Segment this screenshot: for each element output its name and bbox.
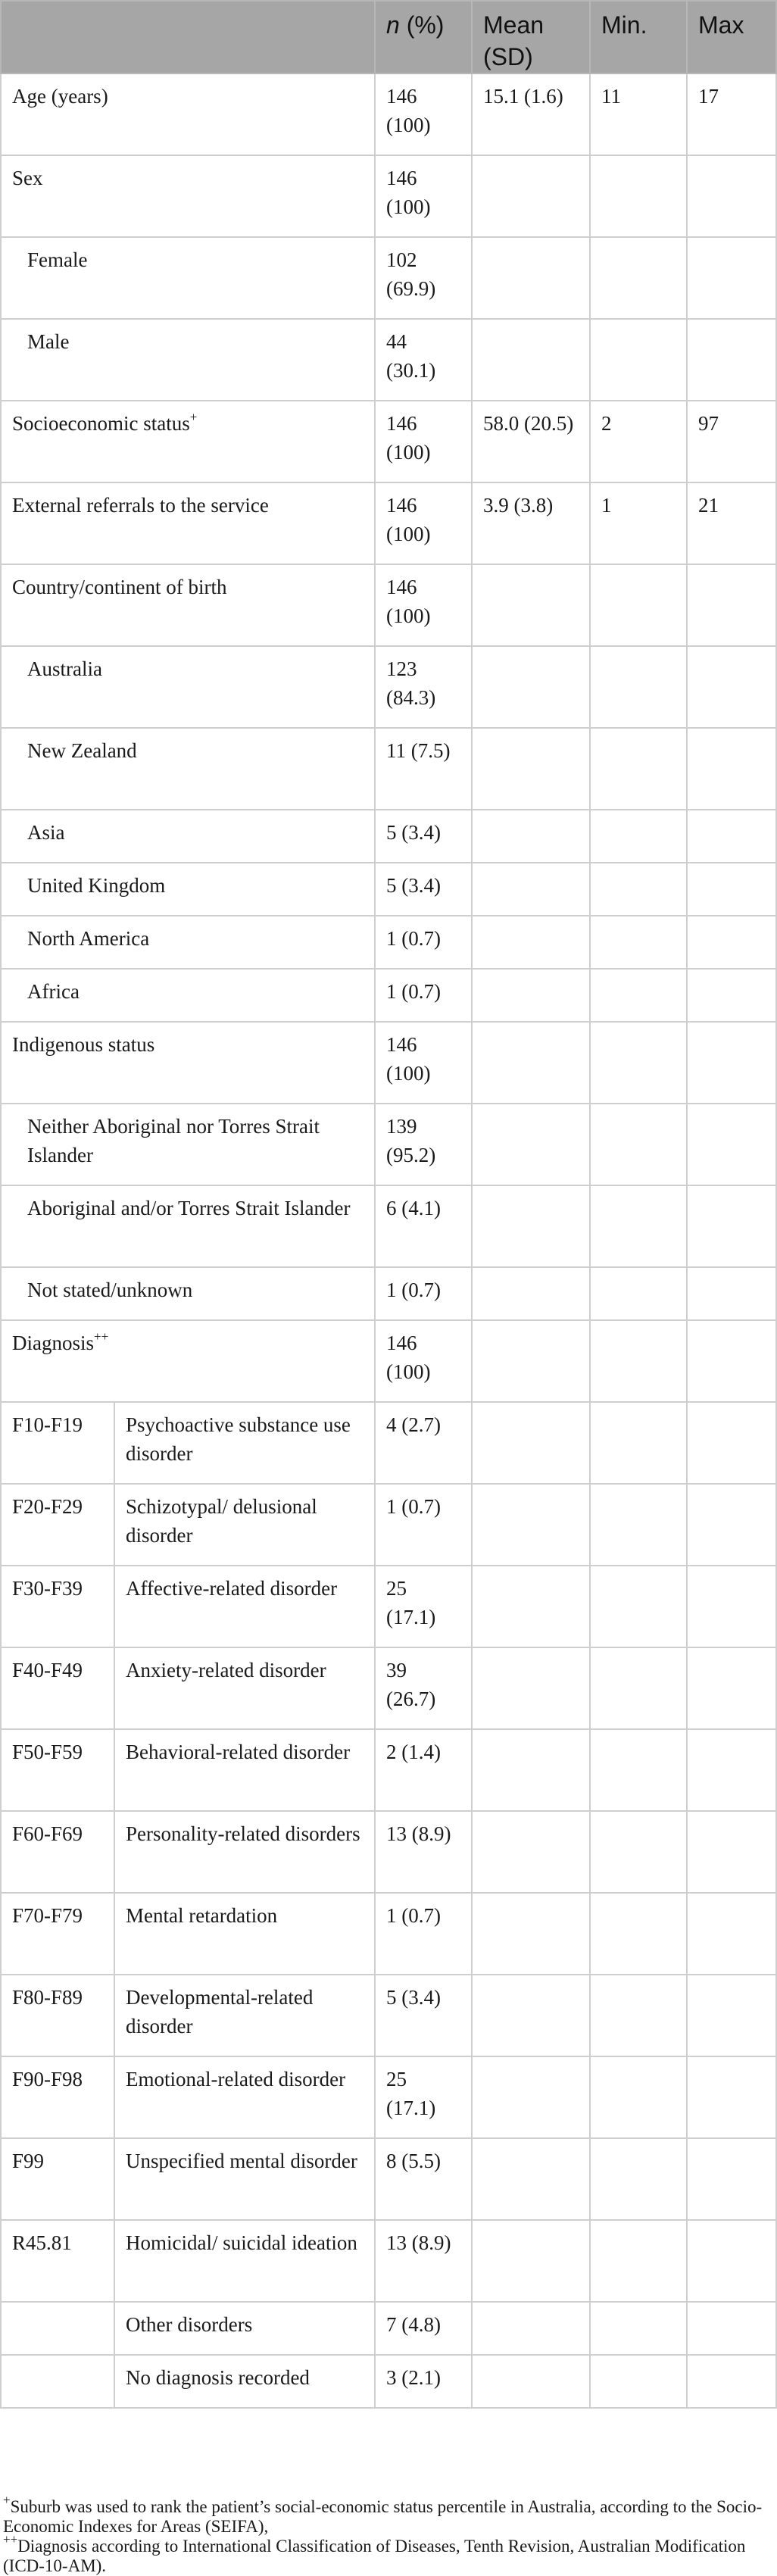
- row-label: [1, 73, 375, 155]
- table-row: [1, 646, 776, 728]
- cell-max: [687, 1022, 776, 1104]
- diagnosis-code: F40-F49: [1, 1647, 114, 1729]
- row-label-text: Africa: [27, 980, 80, 1003]
- cell-max: [687, 1104, 776, 1185]
- footnote-1: [0, 2493, 777, 2537]
- cell-min: [590, 2138, 687, 2220]
- cell-mean-sd: [472, 1647, 590, 1729]
- cell-n-percent: 3 (2.1): [375, 2355, 472, 2408]
- table-row: [1, 1402, 776, 1484]
- footnote-1-text: Suburb was used to rank the patient’s social-economic status percentile in Australia, according to the Socio-Economic Indexes for Areas (SEIFA),: [3, 2497, 763, 2536]
- table-row: [1, 482, 776, 564]
- cell-n-percent: 1 (0.7): [375, 1893, 472, 1975]
- footnote-marker: ++: [94, 1329, 109, 1344]
- cell-mean-sd: [472, 1729, 590, 1811]
- cell-n-percent: 4 (2.7): [375, 1402, 472, 1484]
- row-label-text: Indigenous status: [12, 1033, 155, 1056]
- cell-mean-sd: [472, 1402, 590, 1484]
- row-label: [1, 155, 375, 237]
- table-row: [1, 1647, 776, 1729]
- cell-max: 17: [687, 73, 776, 155]
- cell-mean-sd: [472, 1811, 590, 1893]
- cell-n-percent: 139 (95.2): [375, 1104, 472, 1185]
- cell-n-percent: 25 (17.1): [375, 1566, 472, 1647]
- cell-mean-sd: [472, 1975, 590, 2056]
- diagnosis-code: F50-F59: [1, 1729, 114, 1811]
- diagnosis-label: Developmental-related disorder: [114, 1975, 375, 2056]
- table-row: [1, 564, 776, 646]
- cell-mean-sd: 58.0 (20.5): [472, 401, 590, 482]
- cell-mean-sd: [472, 646, 590, 728]
- row-label-text: Age (years): [12, 85, 108, 108]
- cell-min: 1: [590, 482, 687, 564]
- cell-max: [687, 1267, 776, 1320]
- cell-n-percent: 102 (69.9): [375, 237, 472, 319]
- cell-max: [687, 863, 776, 916]
- row-label: [1, 646, 375, 728]
- cell-n-percent: 5 (3.4): [375, 1975, 472, 2056]
- cell-n-percent: 5 (3.4): [375, 863, 472, 916]
- cell-n-percent: 13 (8.9): [375, 2220, 472, 2302]
- diagnosis-code: F20-F29: [1, 1484, 114, 1566]
- table-row: [1, 1893, 776, 1975]
- footnotes: [0, 2493, 777, 2576]
- cell-mean-sd: [472, 2302, 590, 2355]
- cell-max: [687, 1893, 776, 1975]
- cell-min: [590, 237, 687, 319]
- diagnosis-label: Anxiety-related disorder: [114, 1647, 375, 1729]
- cell-n-percent: 146 (100): [375, 1022, 472, 1104]
- cell-min: [590, 1975, 687, 2056]
- cell-mean-sd: [472, 1566, 590, 1647]
- cell-min: [590, 2056, 687, 2138]
- cell-min: [590, 863, 687, 916]
- cell-n-percent: 1 (0.7): [375, 916, 472, 969]
- table-row: [1, 155, 776, 237]
- diagnosis-label: Unspecified mental disorder: [114, 2138, 375, 2220]
- table-row: [1, 1975, 776, 2056]
- table-row: [1, 916, 776, 969]
- table-row: [1, 1022, 776, 1104]
- row-label: [1, 863, 375, 916]
- table-row: [1, 863, 776, 916]
- cell-mean-sd: [472, 1185, 590, 1267]
- cell-min: [590, 1647, 687, 1729]
- cell-n-percent: 6 (4.1): [375, 1185, 472, 1267]
- cell-min: [590, 1566, 687, 1647]
- row-label: [1, 237, 375, 319]
- cell-min: [590, 916, 687, 969]
- cell-min: [590, 1104, 687, 1185]
- diagnosis-code: F70-F79: [1, 1893, 114, 1975]
- table-row: [1, 237, 776, 319]
- cell-min: 11: [590, 73, 687, 155]
- cell-max: [687, 969, 776, 1022]
- diagnosis-code: R45.81: [1, 2220, 114, 2302]
- cell-n-percent: 13 (8.9): [375, 1811, 472, 1893]
- cell-mean-sd: [472, 1022, 590, 1104]
- cell-n-percent: 146 (100): [375, 401, 472, 482]
- row-label-text: Aboriginal and/or Torres Strait Islander: [27, 1197, 351, 1219]
- row-label: [1, 564, 375, 646]
- cell-mean-sd: [472, 2056, 590, 2138]
- cell-min: [590, 969, 687, 1022]
- row-label-text: Not stated/unknown: [27, 1279, 193, 1301]
- cell-mean-sd: [472, 916, 590, 969]
- row-label-text: Socioeconomic status: [12, 412, 190, 435]
- row-label: [1, 1185, 375, 1267]
- cell-n-percent: 11 (7.5): [375, 728, 472, 810]
- cell-min: [590, 1185, 687, 1267]
- cell-n-percent: 1 (0.7): [375, 1267, 472, 1320]
- row-label: [1, 916, 375, 969]
- cell-n-percent: 8 (5.5): [375, 2138, 472, 2220]
- cell-mean-sd: [472, 1104, 590, 1185]
- header-n-rest: (%): [399, 11, 445, 39]
- header-max: Max: [687, 1, 776, 73]
- cell-min: [590, 1022, 687, 1104]
- table-row: [1, 1729, 776, 1811]
- table-row: [1, 2355, 776, 2408]
- table-row: [1, 2302, 776, 2355]
- cell-max: 97: [687, 401, 776, 482]
- cell-n-percent: 39 (26.7): [375, 1647, 472, 1729]
- cell-n-percent: 7 (4.8): [375, 2302, 472, 2355]
- row-label: [1, 482, 375, 564]
- cell-max: [687, 319, 776, 401]
- cell-max: [687, 646, 776, 728]
- cell-mean-sd: [472, 319, 590, 401]
- row-label-text: United Kingdom: [27, 874, 166, 897]
- cell-max: [687, 1320, 776, 1402]
- table-row: [1, 810, 776, 863]
- footnote-2-marker: ++: [3, 2532, 18, 2547]
- cell-min: [590, 646, 687, 728]
- diagnosis-label: Other disorders: [114, 2302, 375, 2355]
- header-blank: [1, 1, 375, 73]
- cell-n-percent: 146 (100): [375, 73, 472, 155]
- row-label: [1, 401, 375, 482]
- cell-max: [687, 564, 776, 646]
- cell-mean-sd: [472, 728, 590, 810]
- row-label-text: Sex: [12, 167, 43, 189]
- row-label: [1, 810, 375, 863]
- cell-min: [590, 1893, 687, 1975]
- row-label-text: Female: [27, 248, 88, 271]
- cell-max: [687, 2138, 776, 2220]
- diagnosis-label: Homicidal/ suicidal ideation: [114, 2220, 375, 2302]
- cell-max: [687, 1484, 776, 1566]
- table-header-row: [1, 1, 776, 73]
- row-label-text: Diagnosis: [12, 1332, 94, 1354]
- table-row: [1, 1104, 776, 1185]
- cell-min: [590, 1484, 687, 1566]
- cell-n-percent: 146 (100): [375, 564, 472, 646]
- table-row: [1, 728, 776, 810]
- cell-max: [687, 2355, 776, 2408]
- table-row: [1, 1185, 776, 1267]
- cell-max: [687, 1647, 776, 1729]
- diagnosis-code: [1, 2355, 114, 2408]
- table-row: [1, 1811, 776, 1893]
- cell-max: [687, 1185, 776, 1267]
- diagnosis-code: F60-F69: [1, 1811, 114, 1893]
- cell-n-percent: 25 (17.1): [375, 2056, 472, 2138]
- table-row: [1, 1566, 776, 1647]
- cell-n-percent: 5 (3.4): [375, 810, 472, 863]
- cell-max: [687, 2220, 776, 2302]
- footnote-2-text: Diagnosis according to International Classification of Diseases, Tenth Revision, Australian Modification (ICD-10-AM).: [3, 2537, 746, 2575]
- table-row: [1, 1267, 776, 1320]
- cell-min: [590, 1267, 687, 1320]
- cell-max: [687, 1402, 776, 1484]
- cell-min: [590, 1729, 687, 1811]
- cell-min: [590, 1811, 687, 1893]
- row-label-text: External referrals to the service: [12, 494, 269, 517]
- cell-n-percent: 1 (0.7): [375, 1484, 472, 1566]
- row-label: [1, 969, 375, 1022]
- cell-max: [687, 155, 776, 237]
- diagnosis-label: Psychoactive substance use disorder: [114, 1402, 375, 1484]
- diagnosis-code: F90-F98: [1, 2056, 114, 2138]
- table-row: [1, 2056, 776, 2138]
- header-n-italic: n: [386, 11, 400, 39]
- diagnosis-label: Schizotypal/ delusional disorder: [114, 1484, 375, 1566]
- row-label: [1, 1104, 375, 1185]
- footnote-marker: +: [189, 410, 198, 424]
- header-min: Min.: [590, 1, 687, 73]
- cell-min: [590, 319, 687, 401]
- cell-mean-sd: [472, 564, 590, 646]
- cell-mean-sd: [472, 2220, 590, 2302]
- cell-min: [590, 810, 687, 863]
- header-mean-sd: Mean (SD): [472, 1, 590, 73]
- row-label: [1, 319, 375, 401]
- footnote-2: [0, 2532, 777, 2576]
- row-label-text: Asia: [27, 821, 65, 844]
- cell-mean-sd: [472, 969, 590, 1022]
- cell-min: [590, 2302, 687, 2355]
- cell-mean-sd: 3.9 (3.8): [472, 482, 590, 564]
- cell-n-percent: 2 (1.4): [375, 1729, 472, 1811]
- diagnosis-label: Emotional-related disorder: [114, 2056, 375, 2138]
- cell-mean-sd: 15.1 (1.6): [472, 73, 590, 155]
- row-label: [1, 1267, 375, 1320]
- cell-max: [687, 1729, 776, 1811]
- cell-n-percent: 146 (100): [375, 482, 472, 564]
- cell-max: [687, 2302, 776, 2355]
- cell-min: [590, 564, 687, 646]
- cell-max: [687, 728, 776, 810]
- cell-mean-sd: [472, 2138, 590, 2220]
- cell-min: [590, 2355, 687, 2408]
- cell-min: [590, 1402, 687, 1484]
- cell-mean-sd: [472, 1267, 590, 1320]
- cell-min: [590, 2220, 687, 2302]
- diagnosis-code: F80-F89: [1, 1975, 114, 2056]
- diagnosis-code: F30-F39: [1, 1566, 114, 1647]
- cell-mean-sd: [472, 810, 590, 863]
- cell-min: [590, 728, 687, 810]
- cell-max: 21: [687, 482, 776, 564]
- row-label-text: Male: [27, 330, 70, 353]
- cell-mean-sd: [472, 1484, 590, 1566]
- table-row: [1, 2220, 776, 2302]
- cell-min: [590, 1320, 687, 1402]
- cell-max: [687, 237, 776, 319]
- header-n-percent: [375, 1, 472, 73]
- table-row: [1, 1484, 776, 1566]
- diagnosis-label: No diagnosis recorded: [114, 2355, 375, 2408]
- cell-mean-sd: [472, 237, 590, 319]
- table-row: [1, 969, 776, 1022]
- cell-max: [687, 1975, 776, 2056]
- row-label-text: Australia: [27, 657, 102, 680]
- cell-mean-sd: [472, 1320, 590, 1402]
- diagnosis-label: Personality-related disorders: [114, 1811, 375, 1893]
- cell-n-percent: 146 (100): [375, 1320, 472, 1402]
- cell-n-percent: 123 (84.3): [375, 646, 472, 728]
- cell-mean-sd: [472, 2355, 590, 2408]
- table-row: [1, 1320, 776, 1402]
- cell-min: [590, 155, 687, 237]
- table-row: [1, 2138, 776, 2220]
- row-label: [1, 1022, 375, 1104]
- row-label: [1, 1320, 375, 1402]
- diagnosis-code: [1, 2302, 114, 2355]
- row-label: [1, 728, 375, 810]
- cell-min: 2: [590, 401, 687, 482]
- table-row: [1, 73, 776, 155]
- cell-n-percent: 44 (30.1): [375, 319, 472, 401]
- diagnosis-label: Mental retardation: [114, 1893, 375, 1975]
- row-label-text: Country/continent of birth: [12, 576, 227, 598]
- cell-n-percent: 1 (0.7): [375, 969, 472, 1022]
- diagnosis-label: Affective-related disorder: [114, 1566, 375, 1647]
- diagnosis-code: F10-F19: [1, 1402, 114, 1484]
- diagnosis-code: F99: [1, 2138, 114, 2220]
- cell-mean-sd: [472, 1893, 590, 1975]
- table-row: [1, 401, 776, 482]
- cell-max: [687, 2056, 776, 2138]
- row-label-text: North America: [27, 927, 150, 950]
- cell-max: [687, 916, 776, 969]
- cell-max: [687, 810, 776, 863]
- row-label-text: New Zealand: [27, 739, 137, 762]
- diagnosis-label: Behavioral-related disorder: [114, 1729, 375, 1811]
- table-row: [1, 319, 776, 401]
- cell-n-percent: 146 (100): [375, 155, 472, 237]
- cell-max: [687, 1566, 776, 1647]
- footnote-1-marker: +: [3, 2493, 11, 2508]
- cell-max: [687, 1811, 776, 1893]
- table-body: [1, 73, 776, 2408]
- cell-mean-sd: [472, 863, 590, 916]
- cell-mean-sd: [472, 155, 590, 237]
- row-label-text: Neither Aboriginal nor Torres Strait Islander: [27, 1115, 320, 1166]
